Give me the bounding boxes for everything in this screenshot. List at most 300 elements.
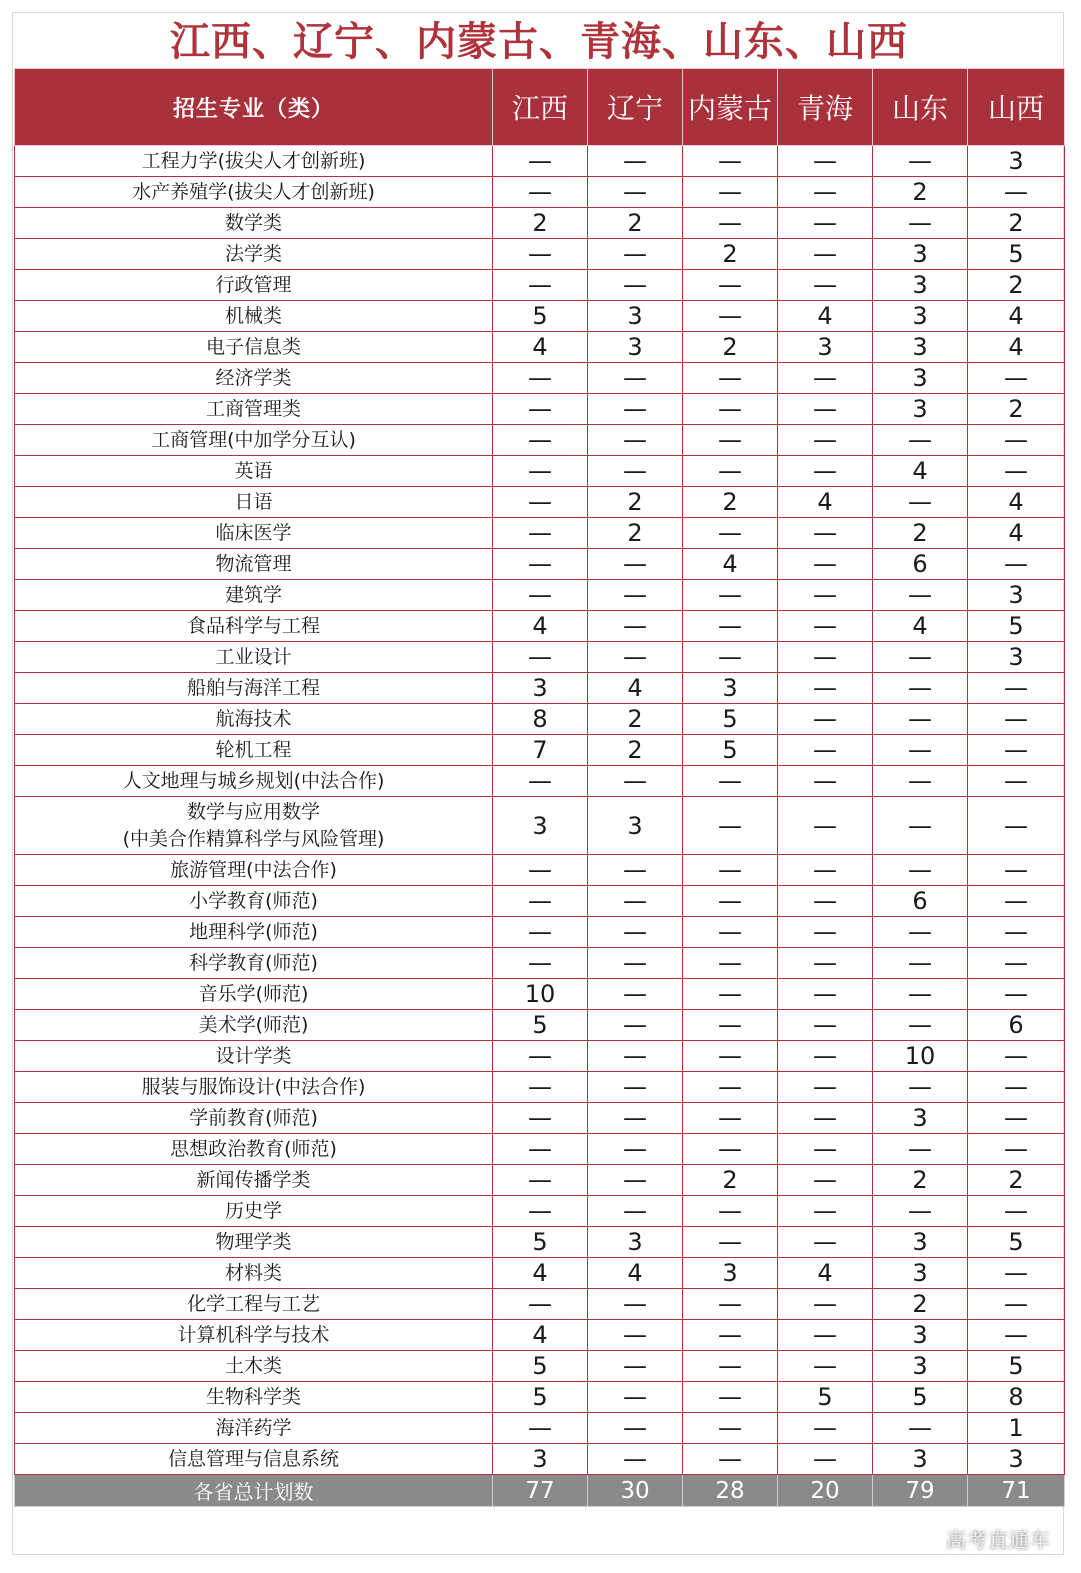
quota-cell: —	[588, 1444, 683, 1475]
quota-cell: —	[778, 1320, 873, 1351]
table-row	[15, 1320, 1065, 1351]
quota-cell: 6	[968, 1010, 1065, 1041]
quota-cell: 7	[493, 735, 588, 766]
major-name	[15, 1227, 493, 1258]
major-name-line: 生物科学类	[205, 1385, 301, 1408]
column-header-jiangxi: 江西	[493, 69, 588, 146]
quota-cell: 2	[683, 332, 778, 363]
table-row	[15, 487, 1065, 518]
quota-cell: —	[873, 855, 968, 886]
quota-cell: —	[683, 611, 778, 642]
table-row	[15, 1351, 1065, 1382]
quota-cell: —	[588, 580, 683, 611]
quota-cell: —	[778, 425, 873, 456]
quota-cell: —	[588, 1134, 683, 1165]
quota-cell: —	[493, 766, 588, 797]
quota-cell: 2	[873, 518, 968, 549]
major-name	[15, 177, 493, 208]
quota-cell: 2	[968, 208, 1065, 239]
major-name-line: 工商管理类	[205, 397, 301, 420]
watermark: 高考直通车	[946, 1528, 1051, 1552]
quota-cell: —	[873, 208, 968, 239]
table-row	[15, 1289, 1065, 1320]
quota-cell: —	[683, 642, 778, 673]
quota-cell: —	[588, 979, 683, 1010]
quota-cell: —	[493, 518, 588, 549]
header-row	[15, 69, 1065, 146]
quota-cell: —	[493, 239, 588, 270]
quota-cell: —	[778, 270, 873, 301]
quota-cell: —	[683, 394, 778, 425]
quota-cell: —	[683, 580, 778, 611]
major-name-line: 英语	[234, 459, 273, 482]
quota-cell: —	[873, 580, 968, 611]
major-name-line: 数学与应用数学	[186, 800, 320, 823]
quota-cell: —	[588, 611, 683, 642]
quota-cell: —	[778, 394, 873, 425]
quota-cell: —	[493, 855, 588, 886]
quota-cell: —	[683, 979, 778, 1010]
quota-cell: 8	[968, 1382, 1065, 1413]
major-name-line: 建筑学	[224, 583, 282, 606]
quota-cell: 5	[778, 1382, 873, 1413]
quota-cell: —	[968, 363, 1065, 394]
major-name-line: 科学教育(师范)	[189, 951, 318, 974]
major-name	[15, 1072, 493, 1103]
quota-cell: 2	[683, 239, 778, 270]
quota-cell: —	[683, 1227, 778, 1258]
table-row	[15, 425, 1065, 456]
quota-cell: —	[873, 797, 968, 855]
quota-cell: 3	[873, 1258, 968, 1289]
major-name-line: 学前教育(师范)	[189, 1106, 318, 1129]
quota-cell: —	[683, 1010, 778, 1041]
quota-cell: —	[588, 394, 683, 425]
quota-cell: —	[778, 549, 873, 580]
major-name	[15, 1289, 493, 1320]
table-row	[15, 979, 1065, 1010]
quota-cell: —	[968, 425, 1065, 456]
quota-cell: —	[778, 673, 873, 704]
quota-cell: —	[778, 1134, 873, 1165]
major-name	[15, 673, 493, 704]
quota-cell: —	[493, 363, 588, 394]
quota-cell: 5	[683, 704, 778, 735]
major-name	[15, 1258, 493, 1289]
quota-cell: —	[683, 948, 778, 979]
quota-cell: —	[873, 487, 968, 518]
major-name	[15, 948, 493, 979]
quota-cell: —	[778, 704, 873, 735]
quota-cell: —	[683, 456, 778, 487]
total-cell: 71	[968, 1475, 1065, 1507]
table-row	[15, 1103, 1065, 1134]
quota-cell: —	[778, 1227, 873, 1258]
quota-cell: 4	[968, 518, 1065, 549]
table-row	[15, 177, 1065, 208]
totals-label: 各省总计划数	[15, 1475, 493, 1507]
quota-cell: 4	[778, 1258, 873, 1289]
quota-cell: —	[493, 1041, 588, 1072]
total-cell: 77	[493, 1475, 588, 1507]
quota-cell: —	[493, 456, 588, 487]
quota-cell: —	[683, 146, 778, 177]
major-name	[15, 487, 493, 518]
major-name-line: 机械类	[224, 304, 282, 327]
table-row	[15, 146, 1065, 177]
quota-cell: —	[493, 1165, 588, 1196]
quota-cell: —	[778, 1072, 873, 1103]
quota-cell: 3	[873, 332, 968, 363]
quota-cell: —	[968, 549, 1065, 580]
quota-cell: —	[493, 917, 588, 948]
column-header-shandong: 山东	[873, 69, 968, 146]
quota-cell: —	[588, 1382, 683, 1413]
quota-cell: —	[873, 979, 968, 1010]
major-name-line: 工商管理(中加学分互认)	[151, 428, 356, 451]
quota-cell: 3	[873, 239, 968, 270]
quota-cell: —	[683, 1320, 778, 1351]
quota-cell: —	[588, 239, 683, 270]
quota-cell: —	[588, 1010, 683, 1041]
major-name-line: 工程力学(拔尖人才创新班)	[141, 149, 366, 172]
major-name-line: 化学工程与工艺	[186, 1292, 320, 1315]
quota-cell: —	[778, 917, 873, 948]
quota-cell: 3	[588, 1227, 683, 1258]
major-name-line: 物理学类	[215, 1230, 292, 1253]
quota-cell: —	[683, 1196, 778, 1227]
table-row	[15, 270, 1065, 301]
major-name	[15, 979, 493, 1010]
quota-cell: —	[683, 1103, 778, 1134]
column-header-qinghai: 青海	[778, 69, 873, 146]
table-row	[15, 1072, 1065, 1103]
quota-cell: —	[588, 855, 683, 886]
quota-cell: —	[778, 239, 873, 270]
quota-cell: —	[873, 1134, 968, 1165]
quota-cell: 5	[493, 301, 588, 332]
quota-cell: 10	[873, 1041, 968, 1072]
major-name	[15, 270, 493, 301]
quota-cell: —	[493, 549, 588, 580]
table-row	[15, 363, 1065, 394]
table-row	[15, 1196, 1065, 1227]
major-name-line: 地理科学(师范)	[189, 920, 318, 943]
quota-cell: 5	[968, 239, 1065, 270]
quota-cell: 3	[873, 394, 968, 425]
major-name	[15, 1196, 493, 1227]
total-cell: 20	[778, 1475, 873, 1507]
quota-cell: —	[873, 1413, 968, 1444]
quota-cell: —	[588, 1289, 683, 1320]
quota-cell: 2	[493, 208, 588, 239]
quota-cell: —	[873, 948, 968, 979]
table-row	[15, 394, 1065, 425]
quota-cell: —	[683, 797, 778, 855]
quota-cell: —	[778, 611, 873, 642]
major-name-line: 计算机科学与技术	[177, 1323, 330, 1346]
quota-cell: —	[778, 363, 873, 394]
quota-cell: —	[778, 1103, 873, 1134]
quota-cell: 2	[968, 270, 1065, 301]
table-row	[15, 611, 1065, 642]
quota-cell: —	[493, 1196, 588, 1227]
major-name-line: 日语	[234, 490, 273, 513]
quota-cell: —	[873, 735, 968, 766]
quota-cell: —	[778, 886, 873, 917]
quota-cell: —	[968, 1103, 1065, 1134]
major-name-line: 服装与服饰设计(中法合作)	[141, 1075, 366, 1098]
major-name	[15, 1320, 493, 1351]
quota-cell: 4	[493, 1320, 588, 1351]
quota-cell: 3	[588, 797, 683, 855]
quota-cell: —	[683, 1041, 778, 1072]
quota-cell: —	[588, 1041, 683, 1072]
quota-cell: —	[968, 1134, 1065, 1165]
quota-cell: —	[493, 425, 588, 456]
quota-cell: 3	[968, 146, 1065, 177]
major-name-line: 行政管理	[215, 273, 292, 296]
quota-cell: —	[873, 1010, 968, 1041]
table-row	[15, 518, 1065, 549]
major-name	[15, 917, 493, 948]
major-name	[15, 580, 493, 611]
quota-cell: —	[493, 1103, 588, 1134]
quota-cell: —	[968, 1072, 1065, 1103]
major-name	[15, 1444, 493, 1475]
quota-cell: —	[968, 766, 1065, 797]
quota-cell: —	[588, 1103, 683, 1134]
column-header-major: 招生专业（类）	[15, 69, 493, 146]
quota-cell: —	[778, 948, 873, 979]
quota-cell: —	[778, 1444, 873, 1475]
quota-cell: 4	[493, 1258, 588, 1289]
quota-cell: —	[683, 1382, 778, 1413]
major-name-line: 海洋药学	[215, 1416, 292, 1439]
major-name-line: (中美合作精算科学与风险管理)	[122, 827, 385, 850]
quota-cell: —	[493, 394, 588, 425]
quota-cell: —	[683, 1444, 778, 1475]
quota-cell: —	[493, 580, 588, 611]
quota-cell: —	[493, 1134, 588, 1165]
quota-cell: —	[968, 1041, 1065, 1072]
quota-cell: 4	[778, 487, 873, 518]
quota-cell: —	[778, 456, 873, 487]
major-name	[15, 1165, 493, 1196]
major-name	[15, 425, 493, 456]
quota-cell: 5	[683, 735, 778, 766]
major-name	[15, 1413, 493, 1444]
quota-cell: —	[683, 1289, 778, 1320]
quota-cell: —	[493, 886, 588, 917]
major-name-line: 音乐学(师范)	[198, 982, 309, 1005]
table-row	[15, 1134, 1065, 1165]
major-name	[15, 394, 493, 425]
quota-cell: —	[493, 1289, 588, 1320]
major-name-line: 工业设计	[215, 645, 292, 668]
major-name-line: 船舶与海洋工程	[186, 676, 320, 699]
table-row	[15, 301, 1065, 332]
major-name	[15, 456, 493, 487]
quota-cell: —	[683, 1351, 778, 1382]
table-row	[15, 855, 1065, 886]
quota-cell: 2	[683, 1165, 778, 1196]
quota-cell: —	[968, 1196, 1065, 1227]
major-name-line: 食品科学与工程	[186, 614, 320, 637]
quota-cell: 5	[968, 611, 1065, 642]
quota-cell: —	[588, 177, 683, 208]
quota-cell: 3	[493, 797, 588, 855]
major-name	[15, 611, 493, 642]
table-row	[15, 766, 1065, 797]
quota-cell: —	[778, 855, 873, 886]
major-name	[15, 1103, 493, 1134]
quota-cell: —	[493, 270, 588, 301]
major-name-line: 小学教育(师范)	[189, 889, 318, 912]
major-name	[15, 797, 493, 855]
quota-cell: —	[778, 1010, 873, 1041]
quota-cell: 4	[493, 611, 588, 642]
quota-cell: 1	[968, 1413, 1065, 1444]
total-cell: 30	[588, 1475, 683, 1507]
major-name-line: 法学类	[224, 242, 282, 265]
quota-cell: 8	[493, 704, 588, 735]
quota-cell: —	[778, 1165, 873, 1196]
major-name-line: 历史学	[224, 1199, 282, 1222]
quota-cell: 3	[493, 1444, 588, 1475]
quota-cell: —	[683, 270, 778, 301]
quota-cell: 3	[873, 363, 968, 394]
major-name-line: 数学类	[224, 211, 282, 234]
quota-cell: —	[588, 886, 683, 917]
column-header-neimenggu: 内蒙古	[683, 69, 778, 146]
column-header-shanxi: 山西	[968, 69, 1065, 146]
quota-cell: —	[683, 301, 778, 332]
quota-cell: —	[778, 642, 873, 673]
quota-cell: —	[778, 735, 873, 766]
quota-cell: —	[778, 1351, 873, 1382]
totals-row	[15, 1475, 1065, 1507]
major-name-line: 人文地理与城乡规划(中法合作)	[122, 769, 385, 792]
table-row	[15, 735, 1065, 766]
quota-cell: —	[968, 456, 1065, 487]
major-name-line: 经济学类	[215, 366, 292, 389]
major-name-line: 美术学(师范)	[198, 1013, 309, 1036]
quota-cell: 3	[873, 1227, 968, 1258]
table-row	[15, 917, 1065, 948]
quota-cell: —	[778, 1413, 873, 1444]
quota-cell: 2	[588, 518, 683, 549]
quota-cell: 2	[683, 487, 778, 518]
quota-cell: —	[588, 456, 683, 487]
quota-cell: —	[683, 917, 778, 948]
major-name	[15, 146, 493, 177]
major-name	[15, 1010, 493, 1041]
quota-cell: —	[588, 270, 683, 301]
table-row	[15, 797, 1065, 855]
major-name	[15, 642, 493, 673]
quota-cell: —	[968, 1289, 1065, 1320]
quota-cell: —	[683, 766, 778, 797]
quota-cell: 3	[873, 1351, 968, 1382]
quota-cell: 2	[588, 735, 683, 766]
quota-cell: —	[493, 1072, 588, 1103]
quota-cell: 6	[873, 549, 968, 580]
quota-cell: —	[588, 948, 683, 979]
quota-cell: —	[873, 1072, 968, 1103]
quota-cell: 3	[968, 1444, 1065, 1475]
major-name	[15, 855, 493, 886]
column-header-liaoning: 辽宁	[588, 69, 683, 146]
quota-cell: —	[683, 177, 778, 208]
table-row	[15, 948, 1065, 979]
quota-cell: 4	[493, 332, 588, 363]
quota-cell: —	[493, 1413, 588, 1444]
quota-cell: 3	[778, 332, 873, 363]
quota-cell: —	[968, 673, 1065, 704]
quota-cell: —	[683, 886, 778, 917]
quota-cell: —	[493, 642, 588, 673]
quota-cell: —	[873, 917, 968, 948]
major-name	[15, 518, 493, 549]
major-name-line: 物流管理	[215, 552, 292, 575]
major-name	[15, 704, 493, 735]
quota-cell: 4	[588, 1258, 683, 1289]
table-row	[15, 239, 1065, 270]
quota-cell: —	[968, 735, 1065, 766]
quota-cell: 2	[588, 487, 683, 518]
table-row	[15, 1444, 1065, 1475]
major-name	[15, 766, 493, 797]
quota-cell: 3	[493, 673, 588, 704]
major-name	[15, 1041, 493, 1072]
quota-cell: 2	[873, 177, 968, 208]
quota-cell: 6	[873, 886, 968, 917]
table-row	[15, 456, 1065, 487]
quota-cell: —	[683, 1072, 778, 1103]
quota-cell: —	[588, 363, 683, 394]
quota-cell: —	[588, 1320, 683, 1351]
quota-cell: —	[778, 146, 873, 177]
table-row	[15, 1227, 1065, 1258]
quota-cell: 3	[683, 1258, 778, 1289]
table-row	[15, 549, 1065, 580]
quota-cell: —	[778, 208, 873, 239]
major-name	[15, 332, 493, 363]
quota-cell: —	[968, 797, 1065, 855]
quota-cell: —	[778, 1196, 873, 1227]
quota-cell: —	[968, 704, 1065, 735]
quota-cell: —	[873, 766, 968, 797]
major-name	[15, 886, 493, 917]
quota-cell: —	[873, 704, 968, 735]
quota-cell: 2	[873, 1165, 968, 1196]
quota-cell: 4	[968, 332, 1065, 363]
quota-cell: 3	[873, 270, 968, 301]
quota-cell: —	[588, 1165, 683, 1196]
quota-cell: 4	[873, 456, 968, 487]
major-name	[15, 549, 493, 580]
major-name	[15, 208, 493, 239]
quota-cell: —	[968, 979, 1065, 1010]
major-name-line: 旅游管理(中法合作)	[170, 858, 337, 881]
quota-cell: 2	[968, 394, 1065, 425]
major-name	[15, 301, 493, 332]
quota-cell: 4	[873, 611, 968, 642]
table-row	[15, 1258, 1065, 1289]
quota-cell: 2	[588, 208, 683, 239]
quota-cell: —	[968, 917, 1065, 948]
